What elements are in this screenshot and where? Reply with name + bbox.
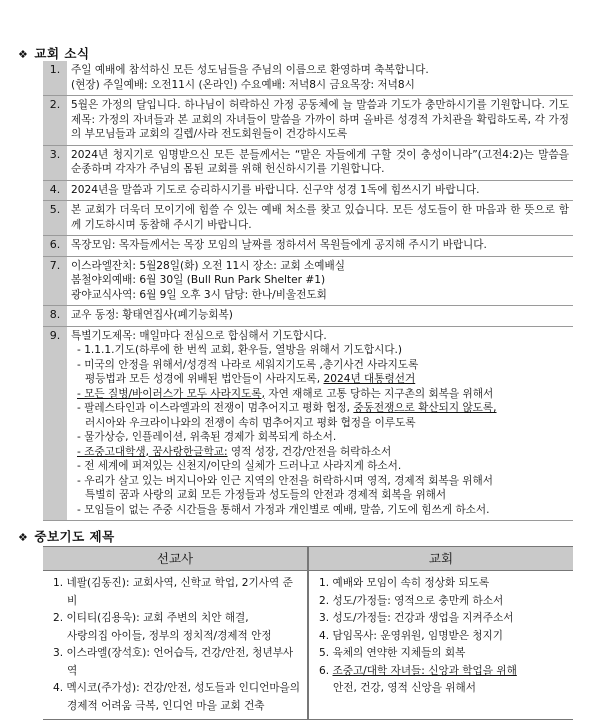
prayer-item-text: 멕시코(주가성): 건강/안전, 성도들과 인디언마을의 [66, 682, 301, 694]
prayer-item-number: 3. [53, 647, 64, 659]
prayer-section-title: 중보기도 제목 [34, 529, 115, 544]
prayer-item-continuation: 사랑의집 아이들, 정부의 정치적/경제적 안정 [67, 629, 272, 642]
diamond-bullet-icon: ❖ [18, 48, 29, 61]
news-item-text: 목장모임: 목자들께서는 목장 모임의 날짜를 정하셔서 목원들에게 공지해 주시기 바랍니다. [71, 239, 487, 251]
news-section-heading [18, 44, 90, 62]
prayer-item [319, 628, 567, 646]
news-table [43, 61, 573, 521]
prayer-item [319, 645, 567, 663]
news-item-number: 8. [43, 306, 67, 327]
news-item-number: 1. [43, 61, 67, 96]
prayer-item-number: 2. [53, 612, 64, 624]
prayer-request-text: 자연 재해로 고통 당하는 지구촌의 회복을 위해서 [264, 387, 494, 400]
news-item-number: 9. [43, 326, 67, 521]
news-item-text: 광야교식사역: 6월 9일 오후 3시 담당: 한나/비울전도회 [71, 288, 327, 301]
news-item-number: 3. [43, 145, 67, 180]
prayer-request-emphasis: - 조중고대학생, 꿈사랑한글학교: [77, 445, 228, 458]
news-item-text: 특별기도제목: 매일마다 전심으로 합심해서 기도합시다. [71, 329, 327, 342]
prayer-item-text: 이스라엘(장석호): 언어습득, 건강/안전, 청년부사역 [66, 647, 294, 677]
prayer-item [53, 680, 301, 698]
news-item-row [43, 96, 573, 146]
prayer-request-text: 평등법과 모든 성경에 위배된 법안들이 사라지도록, [85, 373, 324, 385]
prayer-request-text: - 팔레스타인과 이스라엘과의 전쟁이 멈추어지고 평화 협정, [77, 402, 354, 414]
prayer-item-text: 예배와 모임이 속히 정상화 되도록 [332, 577, 490, 589]
prayer-request-text: - 물가상승, 인플레이션, 위축된 경제가 회복되게 하소서. [77, 431, 337, 443]
church-prayer-list [308, 571, 573, 720]
prayer-item [319, 663, 567, 681]
news-item-body [67, 201, 573, 236]
prayer-request-text: - 1.1.1.기도(하루에 한 번씩 교회, 환우들, 열방을 위해서 기도합시다.) [77, 344, 403, 356]
news-item-number: 2. [43, 96, 67, 146]
prayer-item [319, 610, 567, 628]
news-item-text: 2024년을 말씀과 기도로 승리하시기를 바랍니다. 신구약 성경 1독에 힘쓰시기 바랍니다. [71, 183, 480, 196]
news-item-text: 이스라엘잔치: 5월28일(화) 오전 11시 장소: 교회 소예배실 [71, 259, 345, 272]
prayer-request-text: - 모임들이 없는 주중 시간들을 통해서 가정과 개인별로 예배, 말씀, 기도에 힘쓰게 하소서. [77, 503, 490, 516]
prayer-request-text: 특별히 꿈과 사랑의 교회 모든 가정들과 성도들의 안전과 경제적 회복을 위해서 [85, 489, 447, 501]
prayer-request-text: - 미국의 안정을 위해서/성경적 나라로 세워지기도록 ,총기사건 사라지도록 [77, 358, 419, 371]
prayer-request-continuation [71, 416, 569, 431]
prayer-request-text: - 전 세계에 퍼져있는 신천지/이단의 실체가 드러나고 사라지게 하소서. [77, 460, 402, 472]
news-item-text: 2024년 청지기로 임명받으신 모든 분들께서는 “맡은 자들에게 구할 것이 충성이니라”(고전4:2)는 말씀을 순종하며 각자가 주님의 몸된 교회를 위해 헌신하시기를 기원합니다. [71, 148, 569, 175]
prayer-request-text: - 우리가 살고 있는 버지니아와 인근 지역의 안전을 허락하시며 영적, 경제적 회복을 위해서 [77, 474, 494, 487]
news-item-body [67, 306, 573, 327]
prayer-request-line [71, 445, 569, 460]
prayer-item [53, 645, 301, 680]
prayer-request-continuation [71, 372, 569, 387]
prayer-item-number: 5. [319, 647, 330, 659]
news-item-text: 5월은 가정의 달입니다. 하나님이 허락하신 가정 공동체에 늘 말씀과 기도가 충만하시기를 기원합니다. 기도제목: 가정의 자녀들과 본 교회의 자녀들이 말씀을 가까이 하며 올바른 성경적 가치관을 확립하도록, 각 가정의 부모님들과 교회의 길렙/사라 전도회원들이 건강하시도록 [71, 99, 569, 140]
prayer-item-text: 담임목사: 운영위원, 임명받은 청지기 [332, 629, 504, 642]
prayer-request-line [71, 401, 569, 416]
church-column-header: 교회 [308, 547, 573, 571]
prayer-item [53, 610, 301, 628]
prayer-item-number: 1. [53, 577, 64, 589]
news-item-row [43, 61, 573, 96]
prayer-item-number: 3. [319, 612, 330, 624]
prayer-item-number: 4. [53, 682, 64, 694]
prayer-item-number: 6. [319, 664, 330, 677]
news-item-number: 4. [43, 180, 67, 201]
news-item-text: 주일 예배에 참석하신 모든 성도님들을 주님의 이름으로 환영하며 축복합니다. [71, 64, 429, 76]
news-section-title: 교회 소식 [34, 46, 90, 61]
news-item-number: 5. [43, 201, 67, 236]
news-item-body [67, 256, 573, 306]
prayer-item-number: 2. [319, 594, 330, 607]
prayer-request-line [71, 430, 569, 445]
prayer-request-text: 러시아와 우크라이나와의 전쟁이 속히 멈추어지고 평화 협정을 이루도록 [85, 416, 416, 429]
prayer-item-text: 육체의 연약한 지체들의 회복 [332, 647, 466, 659]
prayer-item-text: 이티티(김용욱): 교회 주변의 치안 해결, [66, 612, 249, 624]
news-item-text: (현장) 주일예배: 오전11시 (온라인) 수요예배: 저녁8시 금요목장: 저녁8시 [71, 78, 415, 91]
news-item-body [67, 61, 573, 96]
news-item-number: 6. [43, 236, 67, 257]
news-item-body [67, 180, 573, 201]
prayer-item-text: 네팔(김동진): 교회사역, 신학교 학업, 2기사역 준비 [66, 577, 293, 607]
prayer-request-line [71, 503, 569, 518]
prayer-request-emphasis: - 모든 질병/바이러스가 모두 사라지도록, [77, 387, 265, 400]
news-item-text: 교우 동정: 황태연집사(폐기능회복) [71, 309, 233, 321]
prayer-table [43, 546, 573, 720]
prayer-request-line [71, 343, 569, 358]
news-item-body [67, 236, 573, 257]
prayer-item [319, 575, 567, 593]
prayer-request-text: 영적 성장, 건강/안전을 허락하소서 [227, 445, 392, 458]
news-item-row [43, 256, 573, 306]
prayer-item-text: 성도/가정들: 건강과 생업을 지켜주소서 [332, 612, 514, 624]
prayer-item [319, 593, 567, 611]
news-item-row [43, 145, 573, 180]
news-item-body [67, 326, 573, 521]
prayer-request-line [71, 387, 569, 402]
prayer-request-emphasis: 중동전쟁으로 확산되지 않도록, [353, 402, 497, 414]
news-item-row [43, 306, 573, 327]
prayer-request-line [71, 358, 569, 373]
prayer-request-line [71, 474, 569, 489]
news-item-body [67, 96, 573, 146]
news-item-row [43, 326, 573, 521]
prayer-request-line [71, 459, 569, 474]
prayer-request-emphasis: 2024년 대통령선거 [323, 373, 416, 385]
news-item-number: 7. [43, 256, 67, 306]
prayer-item-number: 1. [319, 577, 330, 589]
news-item-row [43, 201, 573, 236]
prayer-item [53, 575, 301, 610]
news-item-text: 본 교회가 더욱더 모이기에 힘쓸 수 있는 예배 처소를 찾고 있습니다. 모든 성도들이 한 마음과 한 뜻으로 함께 기도하시며 동참해 주시기 바랍니다. [71, 204, 569, 231]
prayer-item-continuation: 경제적 어려움 극복, 인디언 마을 교회 건축 [67, 699, 265, 712]
news-item-text: 봄철야외예배: 6월 30일 (Bull Run Park Shelter #1) [71, 274, 326, 286]
prayer-item-text: 조중고/대학 자녀들: 신앙과 학업을 위해 [332, 664, 517, 677]
diamond-bullet-icon: ❖ [18, 531, 29, 544]
prayer-item-number: 4. [319, 629, 330, 642]
prayer-section-heading [18, 527, 115, 545]
missionary-prayer-list [43, 571, 308, 720]
prayer-request-continuation [71, 488, 569, 503]
news-item-row [43, 236, 573, 257]
news-item-row [43, 180, 573, 201]
missionary-column-header: 선교사 [43, 547, 308, 571]
prayer-item-continuation: 안전, 건강, 영적 신앙을 위해서 [333, 682, 477, 694]
prayer-item-text: 성도/가정들: 영적으로 충만케 하소서 [332, 594, 504, 607]
news-item-body [67, 145, 573, 180]
